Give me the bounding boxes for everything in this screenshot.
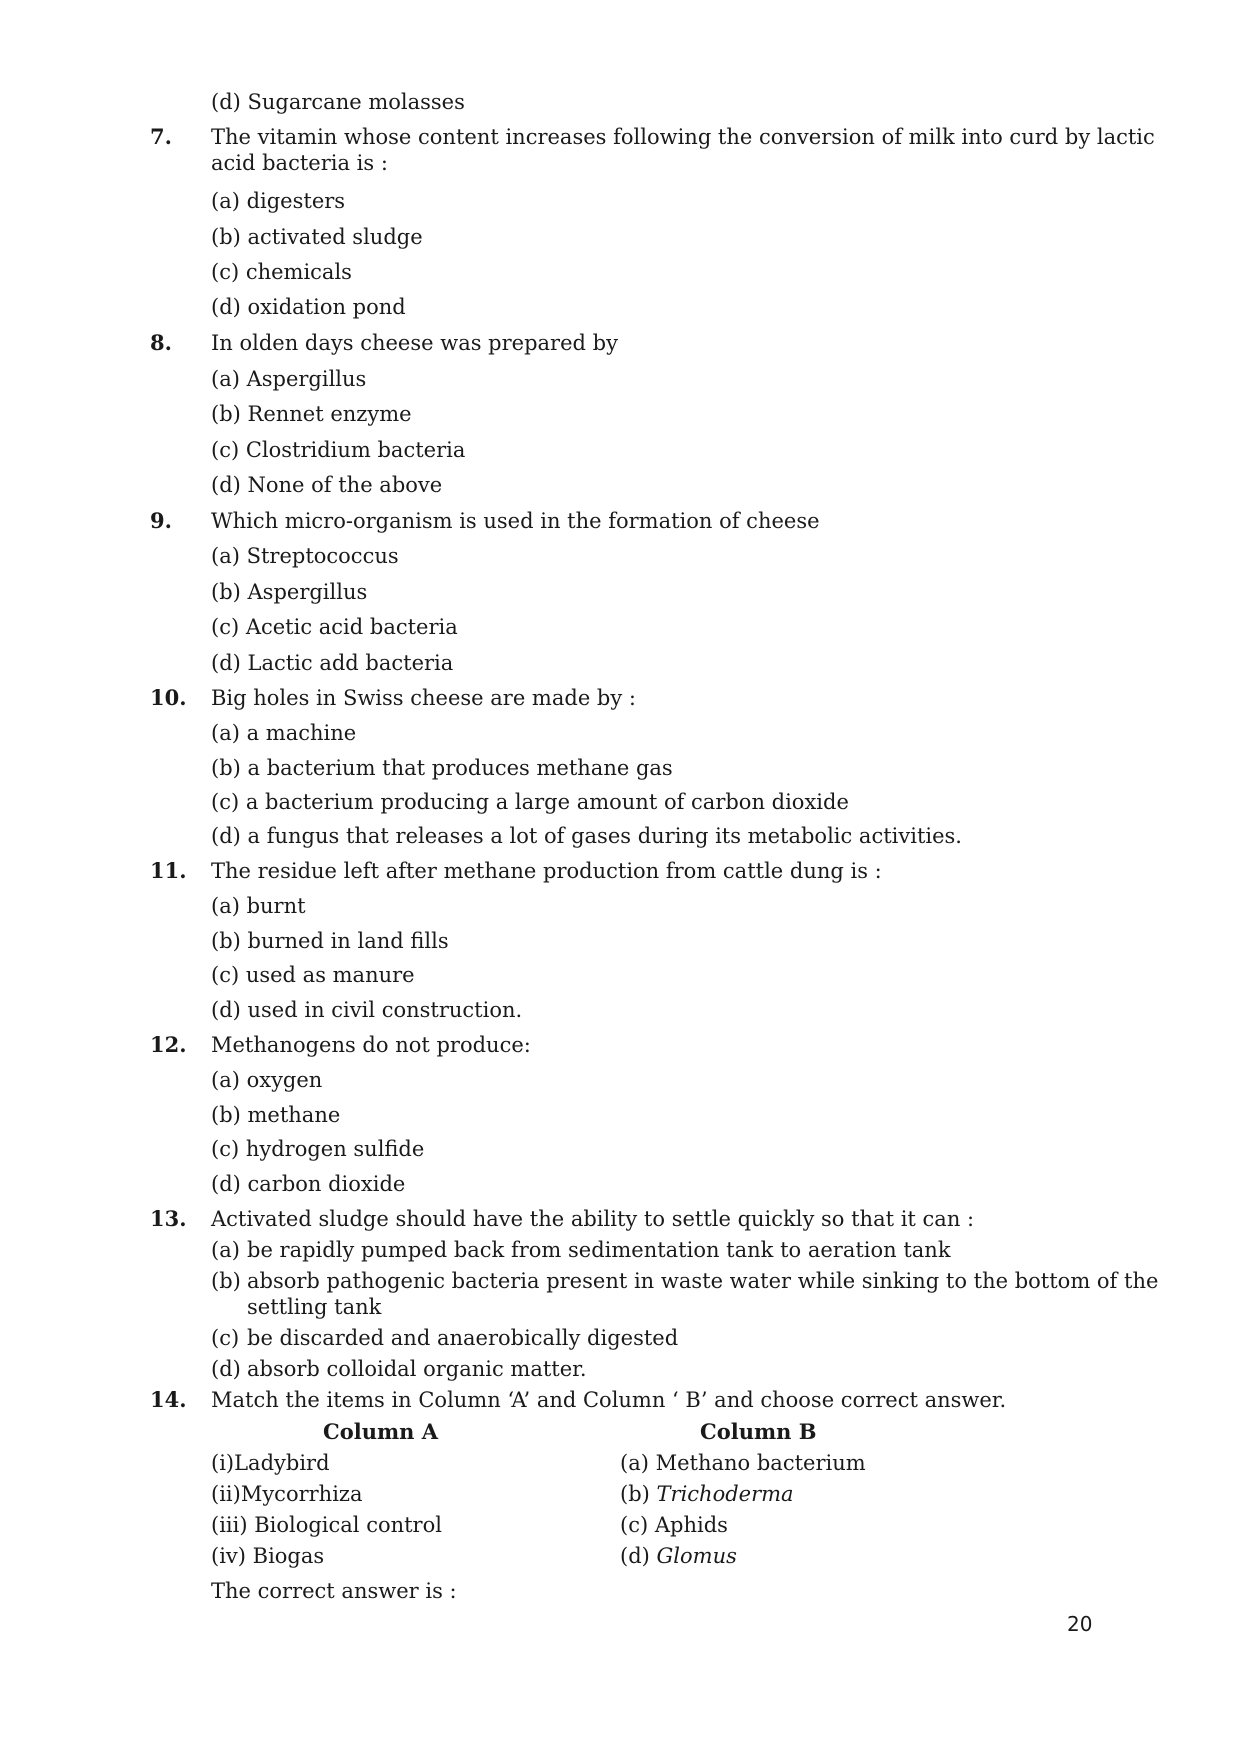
question-number: 7. xyxy=(150,124,172,149)
question-number: 8. xyxy=(150,330,172,355)
column-b-text: Aphids xyxy=(654,1513,728,1537)
option-text: (a) digesters xyxy=(211,189,346,213)
option-text: (a) Streptococcus xyxy=(211,544,399,568)
option-text: (d) Sugarcane molasses xyxy=(211,90,465,114)
option-text: (b) activated sludge xyxy=(211,225,423,249)
option-text: (b) Rennet enzyme xyxy=(211,402,412,426)
option-text: (c) Acetic acid bacteria xyxy=(211,615,458,639)
question-number: 12. xyxy=(150,1032,187,1057)
option-text: (b) burned in land fills xyxy=(211,929,449,953)
option-text: absorb colloidal organic matter. xyxy=(247,1357,587,1381)
option-row xyxy=(211,1237,951,1263)
column-b-label: (a) xyxy=(620,1451,649,1475)
option-text: (c) chemicals xyxy=(211,260,352,284)
option-text: (c) used as manure xyxy=(211,963,415,987)
column-a-item: (iv) Biogas xyxy=(211,1544,325,1568)
option-label: (c) xyxy=(211,1326,240,1350)
column-b-text: Trichoderma xyxy=(656,1482,794,1506)
column-b-item xyxy=(620,1450,866,1476)
option-text: (b) methane xyxy=(211,1103,341,1127)
question-number: 10. xyxy=(150,685,187,710)
option-text: (d) None of the above xyxy=(211,473,443,497)
column-b-item xyxy=(620,1543,737,1569)
question-number: 9. xyxy=(150,508,172,533)
column-a-heading: Column A xyxy=(323,1419,439,1444)
column-b-label: (b) xyxy=(620,1482,650,1506)
question-text: acid bacteria is : xyxy=(211,151,388,175)
option-label: (d) xyxy=(211,1357,241,1381)
option-label: (a) xyxy=(211,1238,240,1262)
column-b-text: Glomus xyxy=(656,1544,737,1568)
option-text: (c) a bacterium producing a large amount of carbon dioxide xyxy=(211,790,849,814)
column-a-item: (i)Ladybird xyxy=(211,1451,330,1475)
option-text: (d) a fungus that releases a lot of gases during its metabolic activities. xyxy=(211,824,962,848)
question-text: Which micro-organism is used in the formation of cheese xyxy=(211,509,820,533)
option-text: (a) burnt xyxy=(211,894,306,918)
column-b-heading: Column B xyxy=(700,1419,817,1444)
column-b-label: (c) xyxy=(620,1513,649,1537)
option-row xyxy=(211,1268,1158,1294)
option-text: (b) Aspergillus xyxy=(211,580,368,604)
option-text: (a) a machine xyxy=(211,721,357,745)
question-text: Methanogens do not produce: xyxy=(211,1033,531,1057)
option-text: (a) Aspergillus xyxy=(211,367,367,391)
option-text: (d) oxidation pond xyxy=(211,295,406,319)
question-text: Big holes in Swiss cheese are made by : xyxy=(211,686,636,710)
option-text: (d) Lactic add bacteria xyxy=(211,651,454,675)
option-text: (d) carbon dioxide xyxy=(211,1172,406,1196)
question-number: 13. xyxy=(150,1206,187,1231)
question-number: 11. xyxy=(150,858,187,883)
question-text: Match the items in Column ‘A’ and Column ‘ B’ and choose correct answer. xyxy=(211,1388,1007,1412)
option-text: (c) Clostridium bacteria xyxy=(211,438,466,462)
option-text: (c) hydrogen sulfide xyxy=(211,1137,425,1161)
option-text: (b) a bacterium that produces methane gas xyxy=(211,756,673,780)
question-text: The vitamin whose content increases following the conversion of milk into curd by lactic xyxy=(211,125,1155,149)
question-text: In olden days cheese was prepared by xyxy=(211,331,618,355)
option-label: (b) xyxy=(211,1269,241,1293)
column-b-text: Methano bacterium xyxy=(655,1451,866,1475)
option-text: absorb pathogenic bacteria present in waste water while sinking to the bottom of the xyxy=(247,1269,1159,1293)
option-text: (d) used in civil construction. xyxy=(211,998,523,1022)
page-number: 20 xyxy=(1067,1612,1093,1636)
option-text: be rapidly pumped back from sedimentation tank to aeration tank xyxy=(247,1238,951,1262)
option-row xyxy=(211,1356,587,1382)
option-text-continuation: settling tank xyxy=(247,1295,382,1319)
column-b-item xyxy=(620,1512,728,1538)
question-text: Activated sludge should have the ability to settle quickly so that it can : xyxy=(211,1207,975,1231)
column-a-item: (ii)Mycorrhiza xyxy=(211,1482,363,1506)
column-b-item xyxy=(620,1481,794,1507)
column-b-label: (d) xyxy=(620,1544,650,1568)
answer-prompt: The correct answer is : xyxy=(211,1579,457,1603)
column-a-item: (iii) Biological control xyxy=(211,1513,442,1537)
question-number: 14. xyxy=(150,1387,187,1412)
option-row xyxy=(211,1325,678,1351)
option-text: be discarded and anaerobically digested xyxy=(247,1326,679,1350)
question-text: The residue left after methane production from cattle dung is : xyxy=(211,859,882,883)
option-text: (a) oxygen xyxy=(211,1068,323,1092)
